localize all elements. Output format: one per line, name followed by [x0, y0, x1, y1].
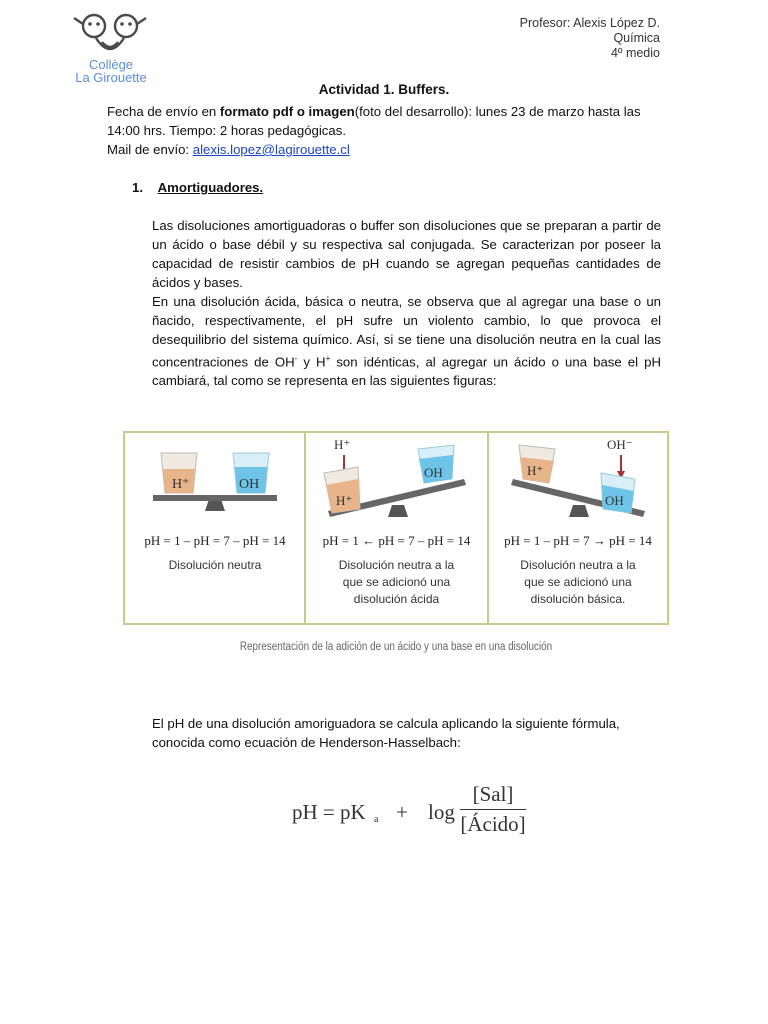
intro-block	[107, 102, 667, 159]
cup-base-label: OH	[239, 477, 260, 492]
cup-base-label: OH	[605, 493, 624, 508]
para2-text-c: son idénticas, al agregar un ácido o una base el pH cambiará, tal como se representa en las siguientes figuras:	[152, 354, 661, 389]
caption-line: Disolución neutra a la	[338, 558, 455, 572]
formula-numerator: [Sal]	[472, 782, 514, 806]
added-acid-label: H⁺	[334, 437, 351, 452]
panel-neutral	[125, 433, 305, 623]
added-base-label: OH⁻	[607, 437, 633, 452]
cup-acid-label: H⁺	[336, 493, 353, 508]
formula-log: log	[428, 800, 455, 824]
logo-line1: Collège	[88, 57, 134, 72]
delivery-info	[107, 102, 667, 140]
caption-line: que se adicionó una	[524, 575, 632, 589]
cup-base-label: OH	[424, 465, 443, 480]
panel-acid	[306, 433, 487, 623]
ph-scale: pH = 1 – pH = 7 – pH = 14	[144, 533, 286, 548]
paragraph-buffers: Las disoluciones amortiguadoras o buffer son disoluciones que se preparan a partir de un ácido o base débil y su respectiva sal conjugada. Se caracterizan por poseer la capacidad de resistir cambios de pH cuando se agregan pequeñas cantidades de ácidos y bases.	[152, 218, 661, 290]
figure-caption: Representación de la adición de un ácido y una base en una disolución	[239, 641, 553, 653]
section-heading	[132, 178, 263, 197]
cup-acid-label: H⁺	[172, 477, 190, 492]
para2-text-a: En una disolución ácida, básica o neutra, se observa que al agregar una base o un ñacido, respectivamente, el pH sufre un violento cambio, lo que provoca el desequilibrio del sistema químico. Así, si se tiene una disolución neutra en la cual las concentraciones de OH	[152, 294, 661, 370]
school-logo	[56, 8, 166, 88]
balance-neutral-icon	[125, 433, 305, 533]
balance-acid-icon	[306, 433, 487, 533]
para2-text-b: y H	[297, 354, 326, 370]
mail-link[interactable]: alexis.lopez@lagirouette.cl	[192, 142, 350, 157]
mail-label: Mail de envío:	[107, 142, 193, 157]
para2-sup-minus: -	[294, 354, 298, 363]
section-number: 1.	[132, 180, 143, 195]
panel-caption	[306, 557, 487, 608]
formula-plus: +	[396, 800, 408, 824]
balance-figure	[123, 431, 669, 625]
formula-subscript: a	[374, 814, 379, 825]
logo-line2: La Girouette	[75, 70, 147, 85]
ph-scale: pH = 1 ← pH = 7 – pH = 14	[322, 533, 471, 548]
formula-fraction	[460, 782, 526, 837]
page-title: Actividad 1. Buffers.	[318, 82, 450, 97]
cup-acid-label: H⁺	[527, 463, 544, 478]
formula-denominator: [Ácido]	[460, 812, 526, 836]
panel-caption	[489, 557, 667, 608]
ph-scale: pH = 1 – pH = 7 → pH = 14	[504, 533, 652, 548]
teacher-name: Profesor: Alexis López D.	[519, 16, 660, 30]
caption-line: Disolución neutra	[168, 558, 262, 572]
section-title: Amortiguadores.	[157, 180, 264, 195]
formula-lhs: pH = pK	[292, 800, 366, 824]
paragraph-ph-change	[152, 292, 661, 390]
balance-base-icon	[489, 433, 667, 533]
fraction-bar	[460, 809, 526, 810]
subject: Química	[613, 31, 660, 45]
header-info	[520, 16, 660, 61]
mail-line	[107, 140, 667, 159]
panel-caption	[125, 557, 305, 574]
caption-line: disolución ácida	[353, 592, 440, 606]
delivery-format: formato pdf o imagen	[219, 104, 355, 119]
para2-sup-plus: +	[325, 354, 331, 363]
caption-line: disolución básica.	[530, 592, 626, 606]
caption-line: que se adicionó una	[342, 575, 451, 589]
henderson-hasselbach-formula	[292, 782, 532, 842]
paragraph-formula-intro: El pH de una disolución amoriguadora se calcula aplicando la siguiente fórmula, conocida como ecuación de Henderson-Hasselbach:	[152, 716, 620, 750]
delivery-text-a: Fecha de envío en	[107, 104, 220, 119]
caption-line: Disolución neutra a la	[520, 558, 636, 572]
panel-base	[489, 433, 667, 623]
logo-faces-icon	[56, 8, 166, 60]
grade: 4º medio	[610, 46, 660, 60]
delivery-text-c: (foto del desarrollo): lunes 23 de marzo hasta las 14:00 hrs. Tiempo: 2 horas pedagógicas.	[107, 104, 641, 138]
